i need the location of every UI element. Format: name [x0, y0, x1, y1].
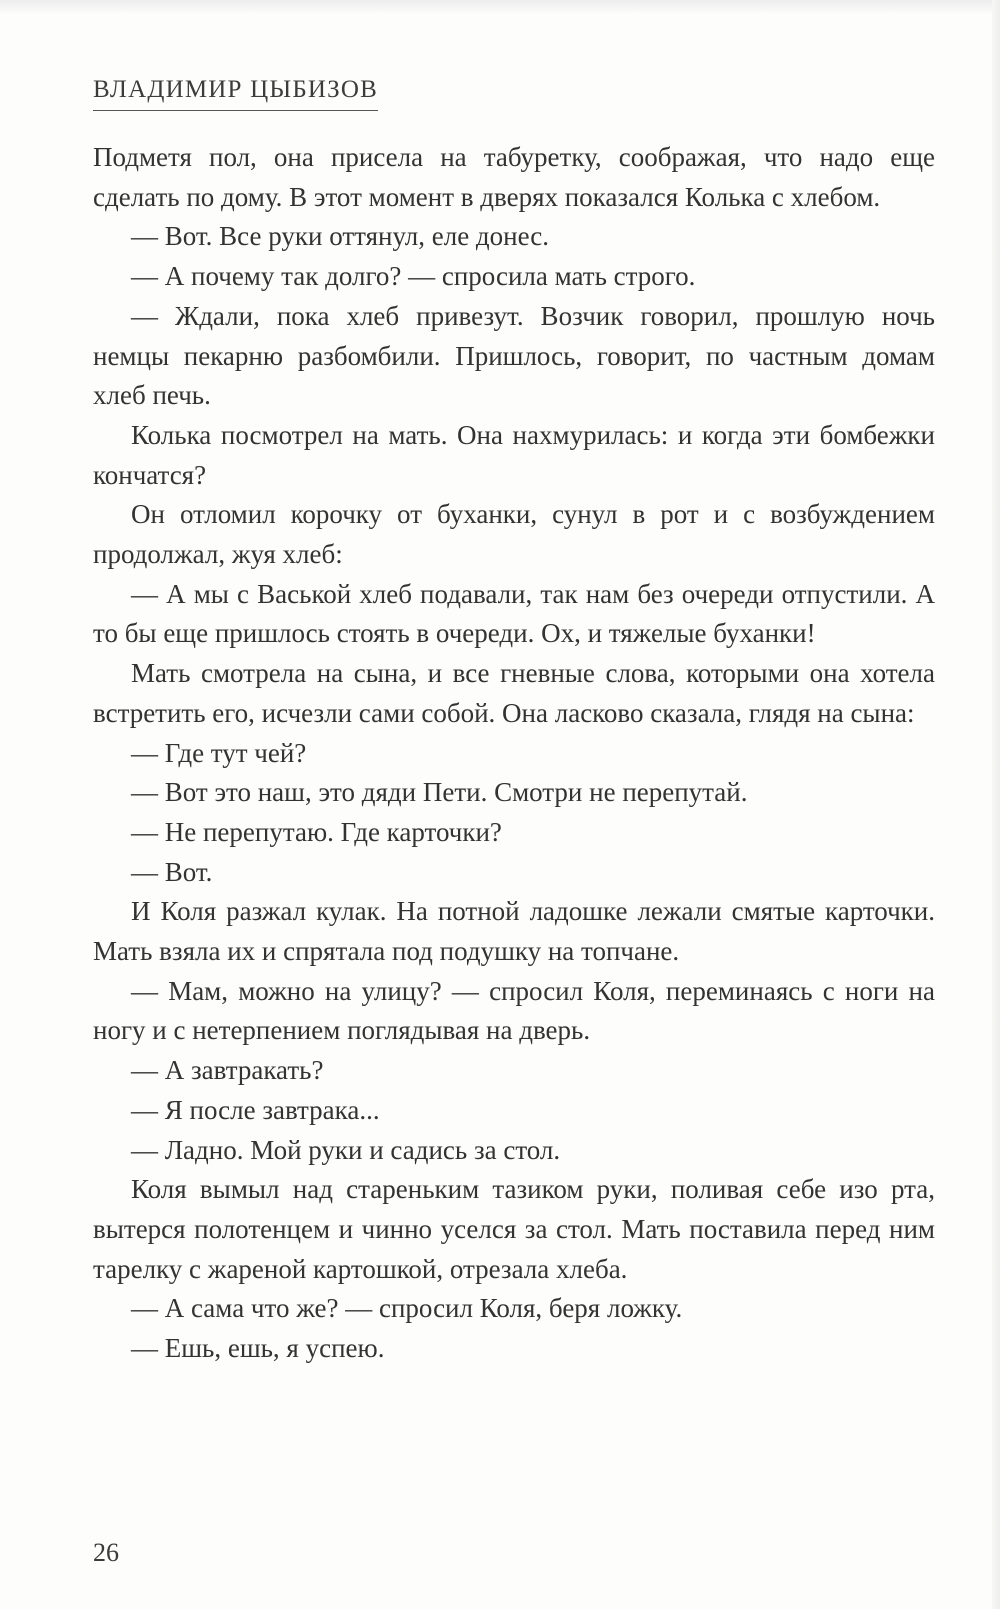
- paragraph: — Вот это наш, это дяди Пети. Смотри не перепутай.: [131, 777, 748, 808]
- paragraph: — Вот. Все руки оттянул, еле донес.: [131, 221, 549, 252]
- paragraph: — Ешь, ешь, я успею.: [131, 1333, 385, 1364]
- paragraph: — Не перепутаю. Где карточки?: [131, 816, 502, 847]
- paragraph: — А мы с Васькой хлеб подавали, так нам без очереди отпустили. А то бы еще пришлось стоять в очереди. Ох, и тяжелые буханки!: [93, 578, 935, 649]
- page-number: 26: [93, 1538, 119, 1567]
- paragraph: Он отломил корочку от буханки, сунул в рот и с возбуждением продолжал, жуя хлеб:: [93, 499, 935, 570]
- body-text: [93, 138, 935, 1369]
- page-edge: [992, 0, 1000, 1609]
- paragraph: — А сама что же? — спросил Коля, беря ложку.: [131, 1293, 683, 1324]
- paragraph: Колька посмотрел на мать. Она нахмурилась: и когда эти бомбежки кончатся?: [93, 419, 935, 490]
- paragraph: — А завтракать?: [131, 1055, 324, 1086]
- paragraph: Подметя пол, она присела на табуретку, соображая, что надо еще сделать по дому. В этот момент в дверях показался Колька с хлебом.: [93, 142, 935, 212]
- paragraph: — Ладно. Мой руки и садись за стол.: [131, 1134, 561, 1165]
- paragraph: И Коля разжал кулак. На потной ладошке лежали смятые карточки. Мать взяла их и спрятала под подушку на топчане.: [93, 896, 935, 967]
- paragraph: — Мам, можно на улицу? — спросил Коля, переминаясь с ноги на ногу и с нетерпением поглядывая на дверь.: [93, 975, 935, 1046]
- paragraph: — А почему так долго? — спросила мать строго.: [131, 261, 696, 292]
- paragraph: — Я после завтрака...: [131, 1094, 380, 1125]
- paragraph: — Вот.: [131, 856, 213, 887]
- running-head: ВЛАДИМИР ЦЫБИЗОВ: [93, 74, 378, 111]
- paragraph: — Ждали, пока хлеб привезут. Возчик говорил, прошлую ночь немцы пекарню разбомбили. Пришлось, говорит, по частным домам хлеб печь.: [93, 300, 935, 411]
- paragraph: Мать смотрела на сына, и все гневные слова, которыми она хотела встретить его, исчезли сами собой. Она ласково сказала, глядя на сына:: [93, 658, 935, 728]
- paragraph: — Где тут чей?: [131, 737, 307, 768]
- paragraph: Коля вымыл над стареньким тазиком руки, поливая себе изо рта, вытерся полотенцем и чинно уселся за стол. Мать поставила перед ним тарелку с жареной картошкой, отрезала хлеба.: [93, 1174, 935, 1284]
- page-top-shadow: [0, 0, 1000, 14]
